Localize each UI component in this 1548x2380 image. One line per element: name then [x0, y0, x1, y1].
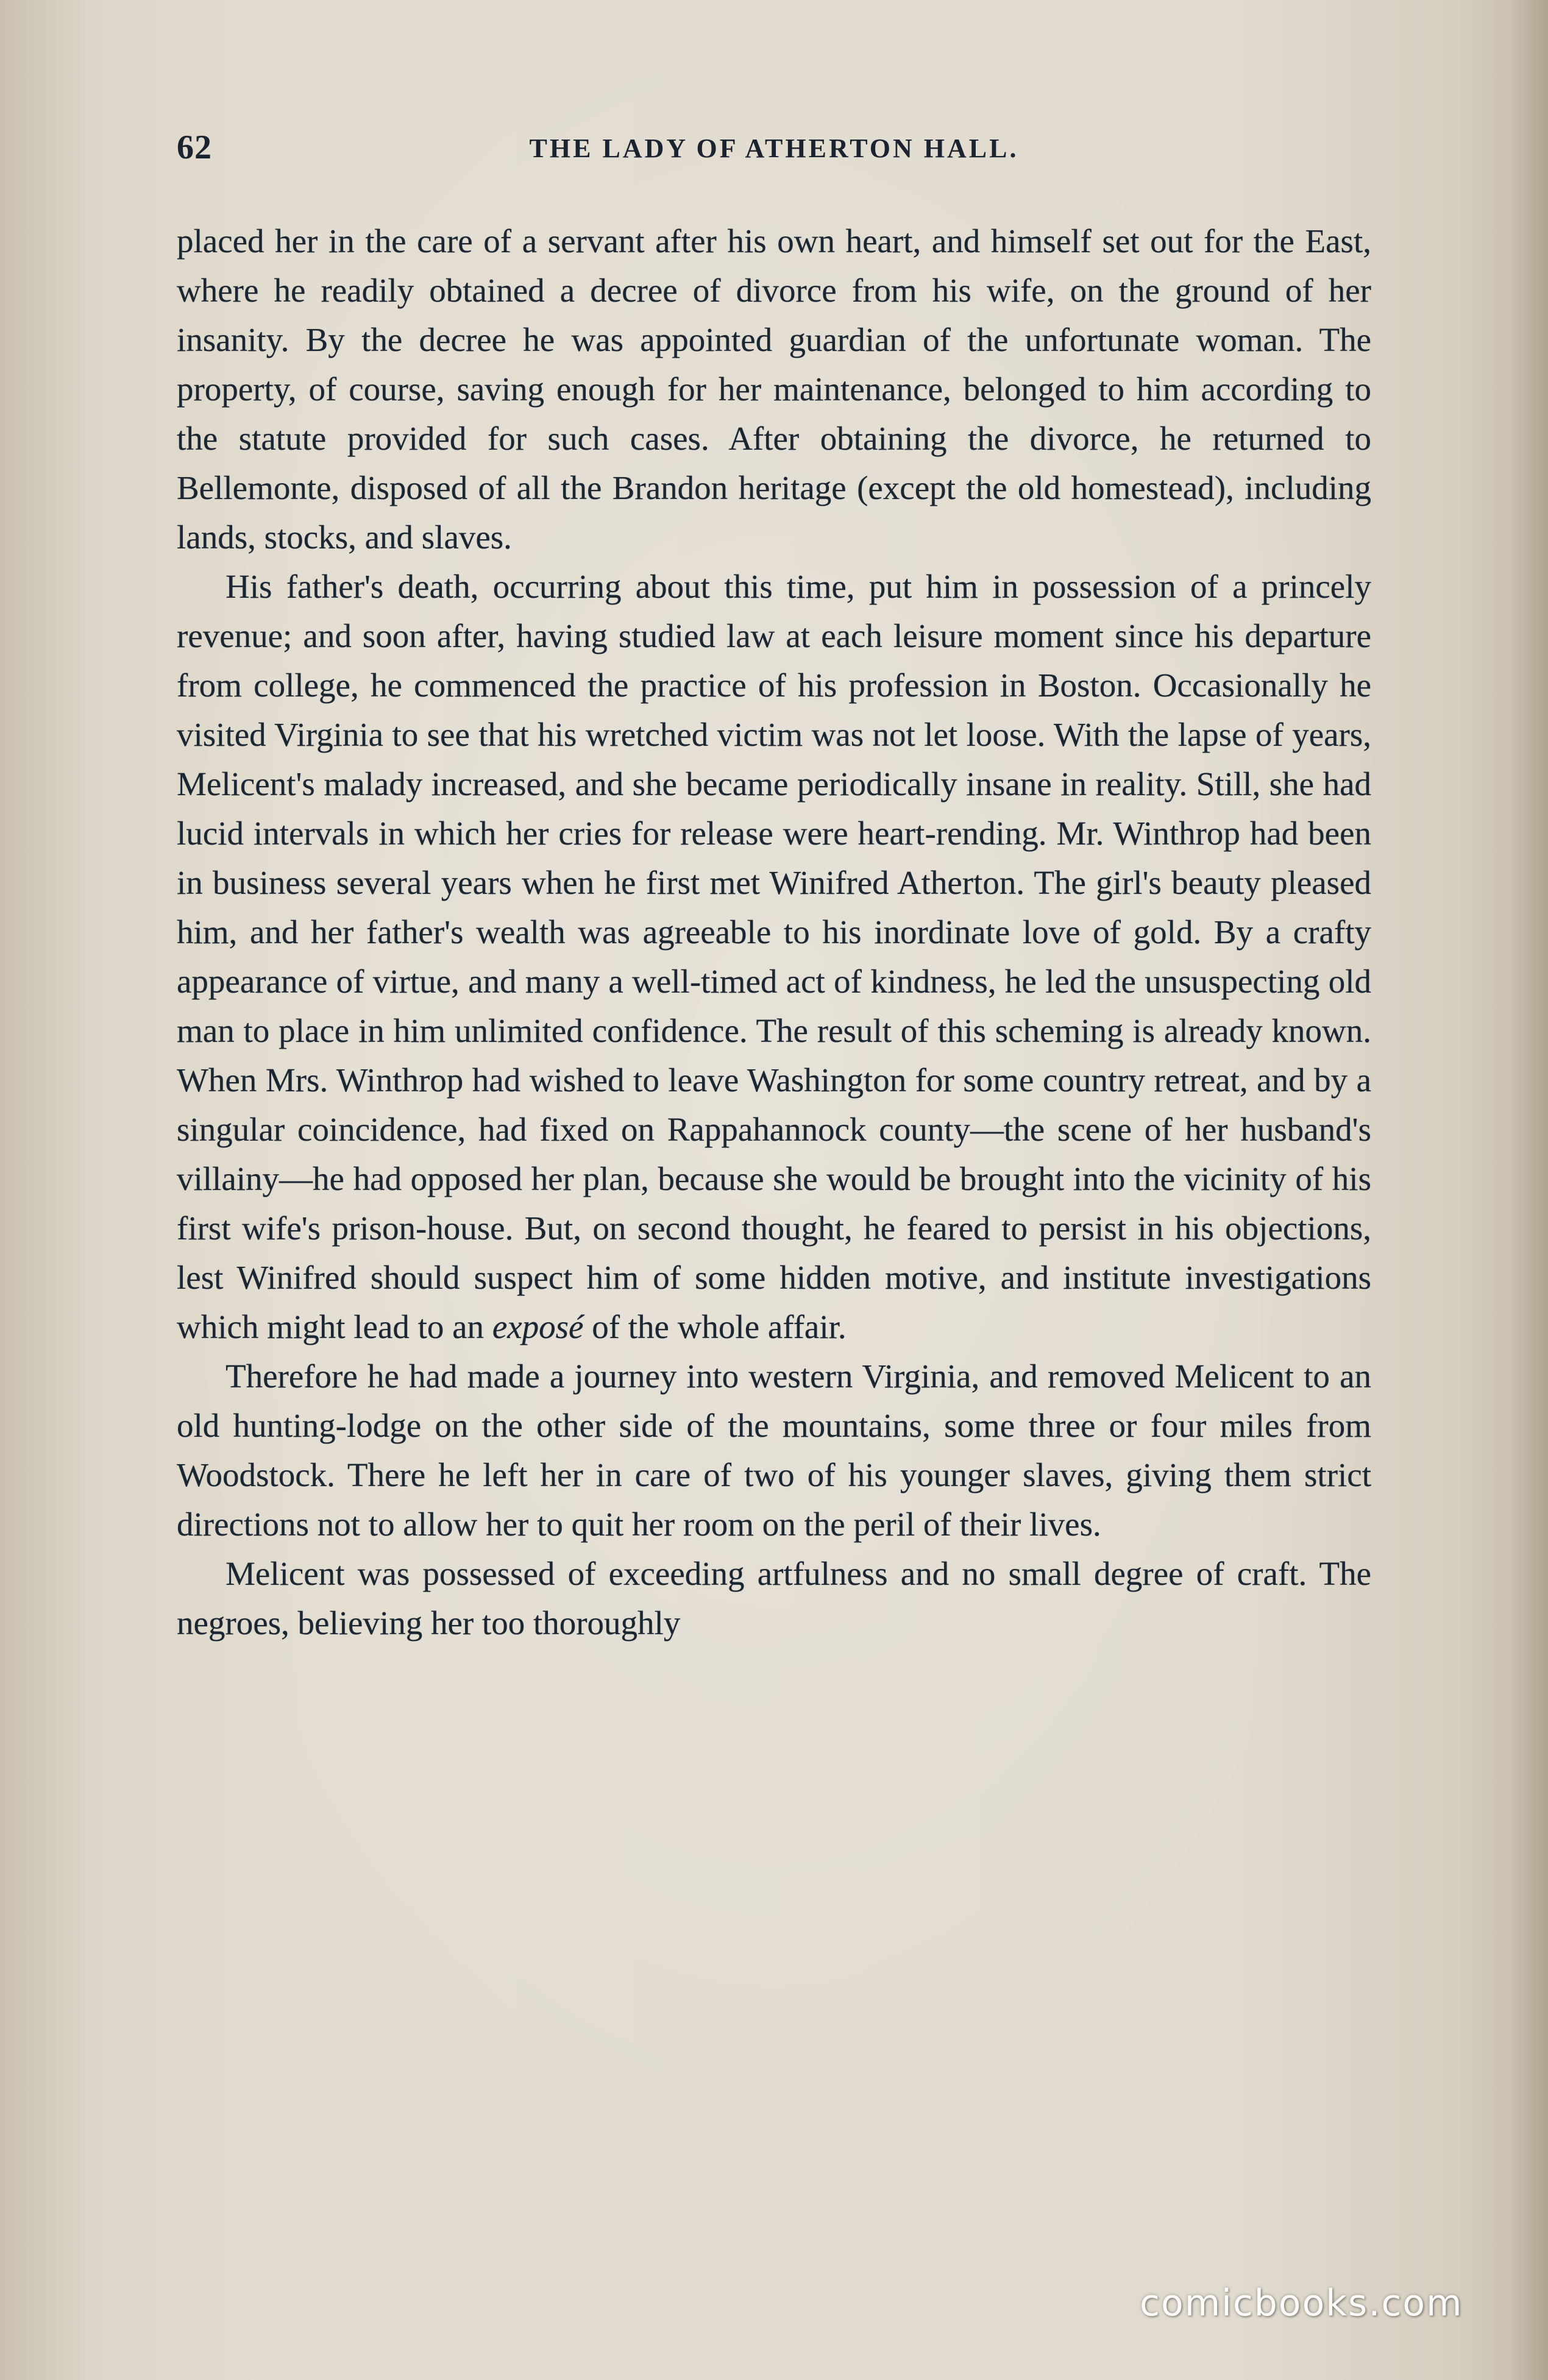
paragraph-3 [177, 1351, 1371, 1549]
paragraph-2-text-after: of the whole affair. [583, 1308, 847, 1345]
page-edge-shadow [1511, 0, 1548, 2380]
paragraph-4-text: Melicent was possessed of exceeding artfulness and no small degree of craft. The negroes, believing her too thoroughly [177, 1555, 1371, 1642]
paragraph-1-text: placed her in the care of a servant after his own heart, and himself set out for the East, where he readily obtained a decree of divorce from his wife, on the ground of her insanity. By the decree he was appointed guardian of the unfortunate woman. The property, of course, saving enough for her maintenance, belonged to him according to the statute provided for such cases. After obtaining the divorce, he returned to Bellemonte, disposed of all the Brandon heritage (except the old homestead), including lands, stocks, and slaves. [177, 222, 1371, 556]
page-header [177, 128, 1371, 171]
paragraph-2-text: His father's death, occurring about this time, put him in possession of a princely revenue; and soon after, having studied law at each leisure moment since his departure from college, he commenced the practice of his profession in Boston. Occasionally he visited Virginia to see that his wretched victim was not let loose. With the lapse of years, Melicent's malady increased, and she became periodically insane in reality. Still, she had lucid intervals in which her cries for release were heart-rending. Mr. Winthrop had been in business several years when he first met Winifred Atherton. The girl's beauty pleased him, and her father's wealth was agreeable to his inordinate love of gold. By a crafty appearance of virtue, and many a well-timed act of kindness, he led the unsuspecting old man to place in him unlimited confidence. The result of this scheming is already known. When Mrs. Winthrop had wished to leave Washington for some country retreat, and by a singular coincidence, had fixed on Rappahannock county—the scene of her husband's villainy—he had opposed her plan, because she would be brought into the vicinity of his first wife's prison-house. But, on second thought, he feared to persist in his objections, lest Winifred should suspect him of some hidden motive, and institute investigations which might lead to an [177, 568, 1371, 1345]
watermark: comicbooks.com [1140, 2282, 1463, 2325]
page-number: 62 [177, 129, 212, 166]
paragraph-3-text: Therefore he had made a journey into western Virginia, and removed Melicent to an old hunting-lodge on the other side of the mountains, some three or four miles from Woodstock. There he left her in care of two of his younger slaves, giving them strict directions not to allow her to quit her room on the peril of their lives. [177, 1358, 1371, 1543]
paragraph-1 [177, 216, 1371, 562]
running-head: THE LADY OF ATHERTON HALL. [529, 133, 1019, 163]
paragraph-4 [177, 1549, 1371, 1648]
body-text [177, 216, 1371, 1648]
paragraph-2-italic-word: exposé [492, 1308, 584, 1345]
paragraph-2 [177, 562, 1371, 1351]
